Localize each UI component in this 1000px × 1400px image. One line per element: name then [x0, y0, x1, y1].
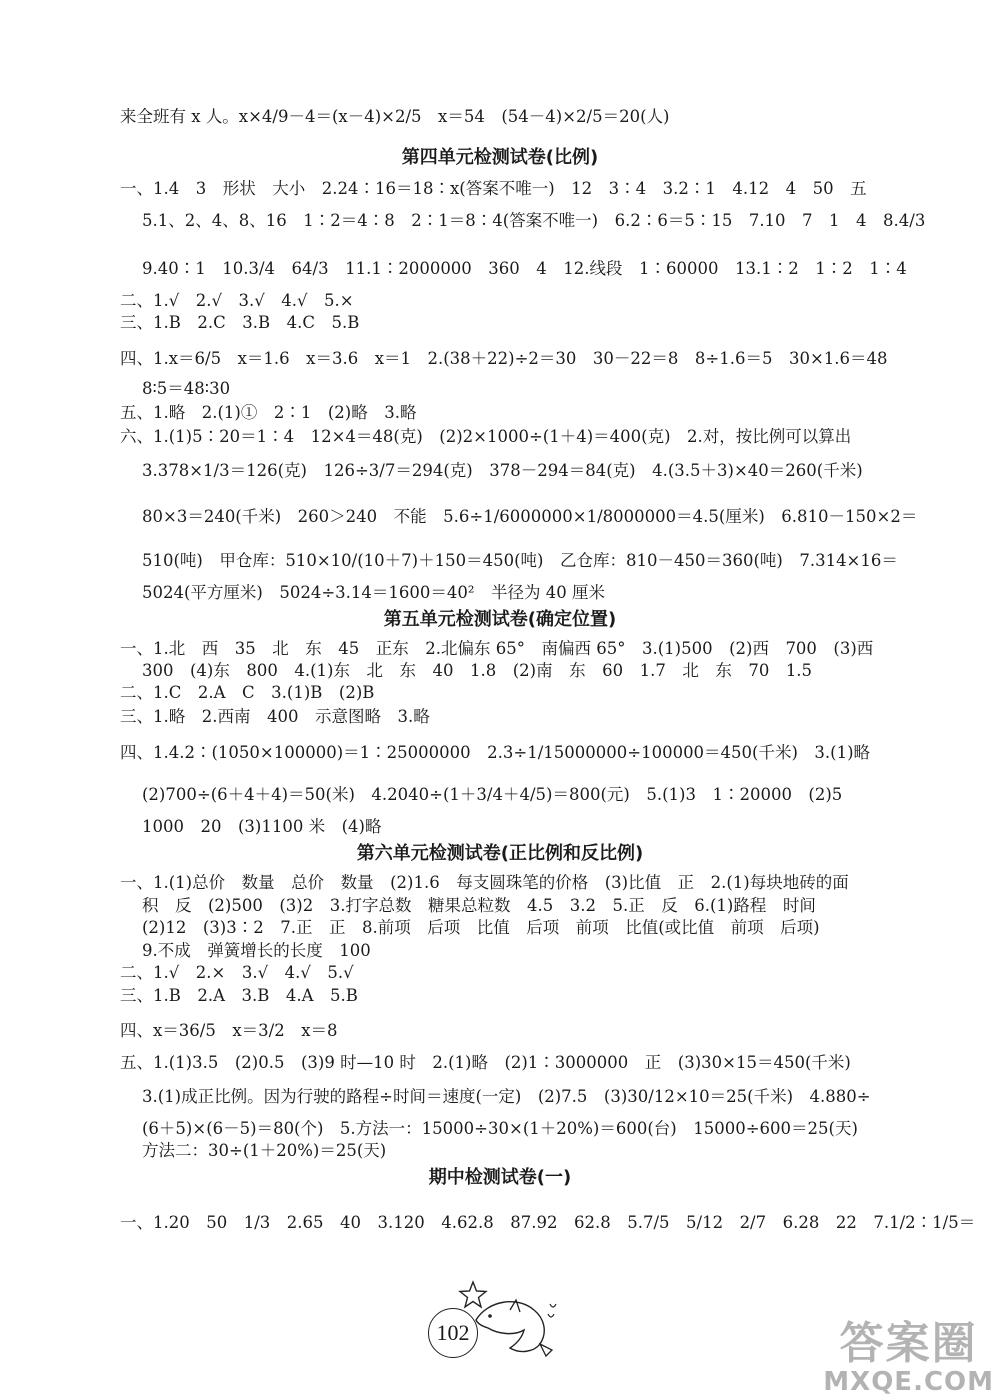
text-line: 一、1.4 3 形状 大小 2.24∶16＝18∶x(答案不唯一) 12 3∶4 3.2∶1 4.12 4 50 五	[120, 179, 867, 198]
text-line: 3.378×1/3＝126(克) 126÷3/7＝294(克) 378－294＝84(克) 4.(3.5＋3)×40＝260(千米)	[142, 461, 863, 480]
text-line: 9.不成 弹簧增长的长度 100	[142, 941, 371, 960]
text-line: 五、1.(1)3.5 (2)0.5 (3)9 时—10 时 2.(1)略 (2)1∶3000000 正 (3)30×15＝450(千米)	[120, 1053, 851, 1072]
watermark-url: MXQE.COM	[823, 1367, 994, 1397]
midterm-title: 期中检测试卷(一)	[428, 1167, 572, 1188]
text-line: 二、1.√ 2.√ 3.√ 4.√ 5.×	[120, 291, 354, 310]
dolphin-icon	[470, 1290, 560, 1362]
text-line: (2)12 (3)3∶2 7.正 正 8.前项 后项 比值 后项 前项 比值(或比值 前项 后项)	[142, 918, 820, 937]
text-line: 1000 20 (3)1100 米 (4)略	[142, 817, 382, 836]
text-line: 一、1.(1)总价 数量 总价 数量 (2)1.6 每支圆珠笔的价格 (3)比值 正 2.(1)每块地砖的面	[120, 873, 849, 892]
text-line: 积 反 (2)500 (3)2 3.打字总数 糖果总粒数 4.5 3.2 5.正 反 6.(1)路程 时间	[142, 896, 816, 915]
watermark	[823, 1320, 994, 1396]
text-line: 二、1.√ 2.× 3.√ 4.√ 5.√	[120, 963, 354, 982]
text-line: (6＋5)×(6－5)＝80(个) 5.方法一：15000÷30×(1＋20%)＝600(台) 15000÷600＝25(天)	[142, 1119, 858, 1138]
text-line: 四、1.x＝6/5 x＝1.6 x＝3.6 x＝1 2.(38＋22)÷2＝30 30－22＝8 8÷1.6＝5 30×1.6＝48	[120, 349, 888, 368]
text-line: 510(吨) 甲仓库：510×10/(10＋7)＋150＝450(吨) 乙仓库：810－450＝360(吨) 7.314×16＝	[142, 551, 898, 570]
text-line: 方法二：30÷(1＋20%)＝25(天)	[142, 1141, 387, 1160]
text-line: 四、x＝36/5 x＝3/2 x＝8	[120, 1021, 338, 1040]
text-line: 二、1.C 2.A C 3.(1)B (2)B	[120, 683, 375, 702]
unit6-title: 第六单元检测试卷(正比例和反比例)	[356, 843, 644, 864]
unit5-title: 第五单元检测试卷(确定位置)	[383, 609, 617, 630]
text-line: 三、1.B 2.A 3.B 4.A 5.B	[120, 986, 358, 1005]
watermark-title: 答案圈	[839, 1318, 978, 1369]
text-line: 300 (4)东 800 4.(1)东 北 东 40 1.8 (2)南 东 60 1.7 北 东 70 1.5	[142, 661, 813, 680]
text-line: 9.40∶1 10.3/4 64/3 11.1∶2000000 360 4 12.线段 1∶60000 13.1∶2 1∶2 1∶4	[142, 259, 907, 278]
page-number: 102	[428, 1308, 478, 1358]
text-line: 六、1.(1)5∶20＝1∶4 12×4＝48(克) (2)2×1000÷(1＋4)＝400(克) 2.对，按比例可以算出	[120, 427, 852, 446]
text-line: 五、1.略 2.(1)① 2∶1 (2)略 3.略	[120, 403, 417, 422]
text-line: (2)700÷(6＋4＋4)＝50(米) 4.2040÷(1＋3/4＋4/5)＝800(元) 5.(1)3 1∶20000 (2)5	[142, 785, 843, 804]
text-line: 5024(平方厘米) 5024÷3.14＝1600＝40² 半径为 40 厘米	[142, 583, 606, 602]
text-line: 三、1.略 2.西南 400 示意图略 3.略	[120, 707, 430, 726]
text-line: 8∶5＝48∶30	[142, 379, 231, 398]
text-line: 来全班有 x 人。x×4/9－4＝(x－4)×2/5 x＝54 (54－4)×2/5＝20(人)	[120, 107, 670, 126]
text-line: 80×3＝240(千米) 260＞240 不能 5.6÷1/6000000×1/8000000＝4.5(厘米) 6.810－150×2＝	[142, 507, 918, 526]
text-line: 三、1.B 2.C 3.B 4.C 5.B	[120, 313, 360, 332]
text-line: 四、1.4.2∶(1050×100000)＝1∶25000000 2.3÷1/15000000÷100000＝450(千米) 3.(1)略	[120, 743, 871, 762]
unit4-title: 第四单元检测试卷(比例)	[401, 147, 599, 168]
text-line: 一、1.20 50 1/3 2.65 40 3.120 4.62.8 87.92 62.8 5.7/5 5/12 2/7 6.28 22 7.1/2∶1/5＝	[120, 1213, 976, 1232]
text-line: 一、1.北 西 35 北 东 45 正东 2.北偏东 65° 南偏西 65° 3.(1)500 (2)西 700 (3)西	[120, 639, 874, 658]
text-line: 3.(1)成正比例。因为行驶的路程÷时间＝速度(一定) (2)7.5 (3)30/12×10＝25(千米) 4.880÷	[142, 1087, 871, 1106]
text-line: 5.1、2、4、8、16 1∶2＝4∶8 2∶1＝8∶4(答案不唯一) 6.2∶6＝5∶15 7.10 7 1 4 8.4/3	[142, 211, 926, 230]
